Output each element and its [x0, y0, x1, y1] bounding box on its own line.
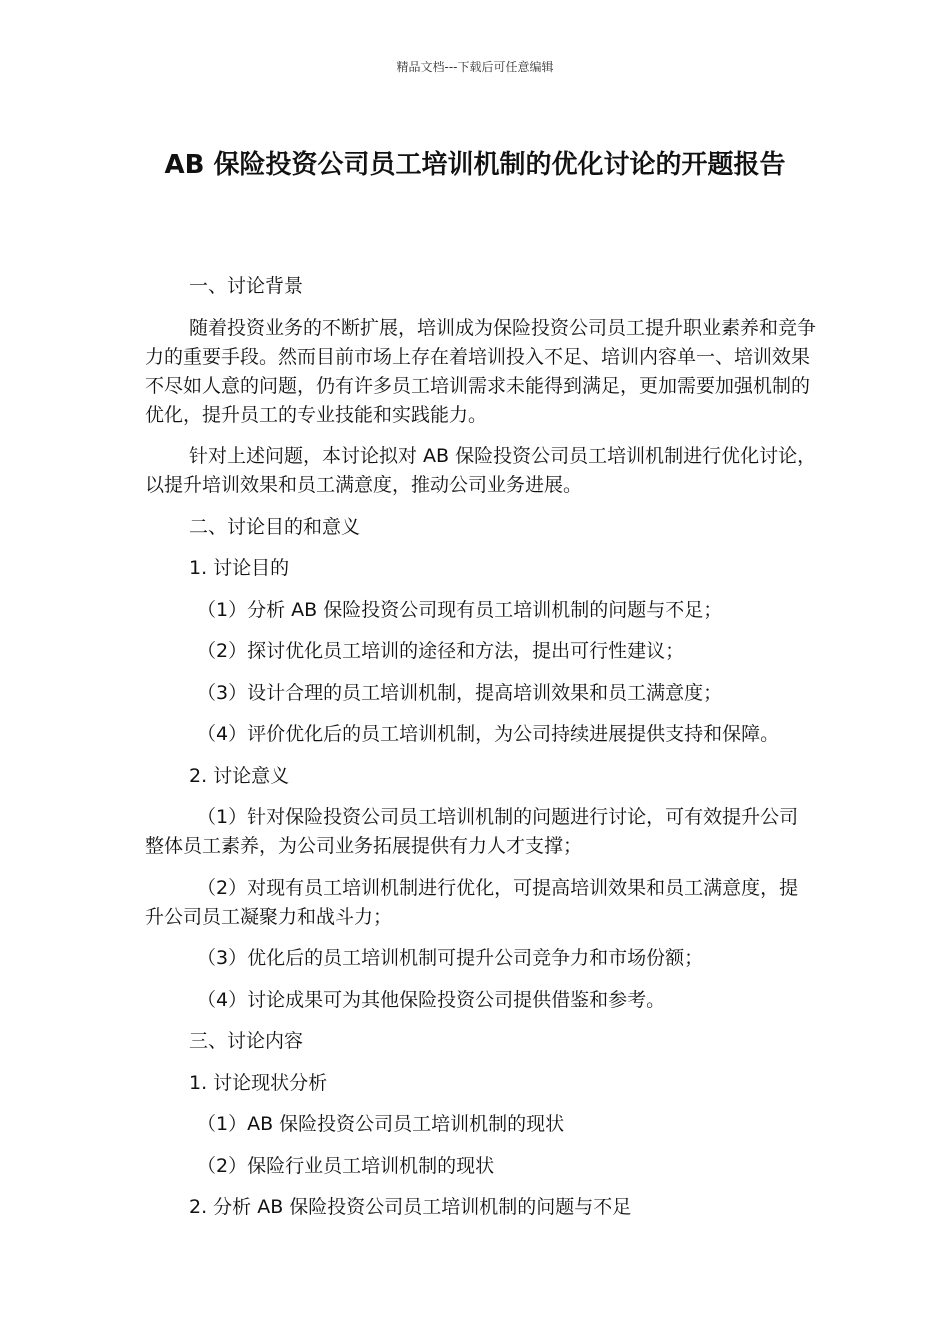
paragraph: （1）AB 保险投资公司员工培训机制的现状	[197, 1113, 565, 1135]
paragraph: 三、讨论内容	[189, 1030, 304, 1052]
paragraph: 2. 讨论意义	[189, 764, 290, 787]
paragraph: （1）针对保险投资公司员工培训机制的问题进行讨论，可有效提升公司整体员工素养，为公司业务拓展提供有力人才支撑；	[145, 806, 799, 857]
paragraph: （1）分析 AB 保险投资公司现有员工培训机制的问题与不足；	[197, 598, 723, 621]
paragraph: 2. 分析 AB 保险投资公司员工培训机制的问题与不足	[189, 1196, 632, 1218]
paragraph: （2）对现有员工培训机制进行优化，可提高培训效果和员工满意度，提升公司员工凝聚力和战斗力；	[145, 876, 799, 928]
paragraph: （3）设计合理的员工培训机制，提高培训效果和员工满意度；	[197, 681, 723, 704]
paragraph: 二、讨论目的和意义	[189, 515, 361, 538]
paragraph: 随着投资业务的不断扩展，培训成为保险投资公司员工提升职业素养和竞争力的重要手段。然而目前市场上存在着培训投入不足、培训内容单一、培训效果不尽如人意的问题，仍有许多员工培训需求未能得到满足，更加需要加强机制的优化，提升员工的专业技能和实践能力。	[145, 316, 817, 426]
paragraph: 1. 讨论目的	[189, 557, 290, 579]
document-body	[145, 272, 817, 1235]
paragraph: （2）探讨优化员工培训的途径和方法，提出可行性建议；	[197, 640, 685, 662]
document-title: AB 保险投资公司员工培训机制的优化讨论的开题报告	[164, 150, 786, 180]
paragraph: 1. 讨论现状分析	[189, 1071, 328, 1094]
page-header: 精品文档---下载后可任意编辑	[396, 60, 554, 74]
paragraph: 针对上述问题，本讨论拟对 AB 保险投资公司员工培训机制进行优化讨论，以提升培训效果和员工满意度，推动公司业务进展。	[145, 445, 817, 496]
paragraph: 一、讨论背景	[189, 275, 304, 297]
paragraph: （4）讨论成果可为其他保险投资公司提供借鉴和参考。	[197, 988, 666, 1011]
paragraph: （3）优化后的员工培训机制可提升公司竞争力和市场份额；	[197, 947, 704, 969]
paragraph: （2）保险行业员工培训机制的现状	[197, 1154, 495, 1177]
paragraph: （4）评价优化后的员工培训机制，为公司持续进展提供支持和保障。	[197, 723, 780, 745]
